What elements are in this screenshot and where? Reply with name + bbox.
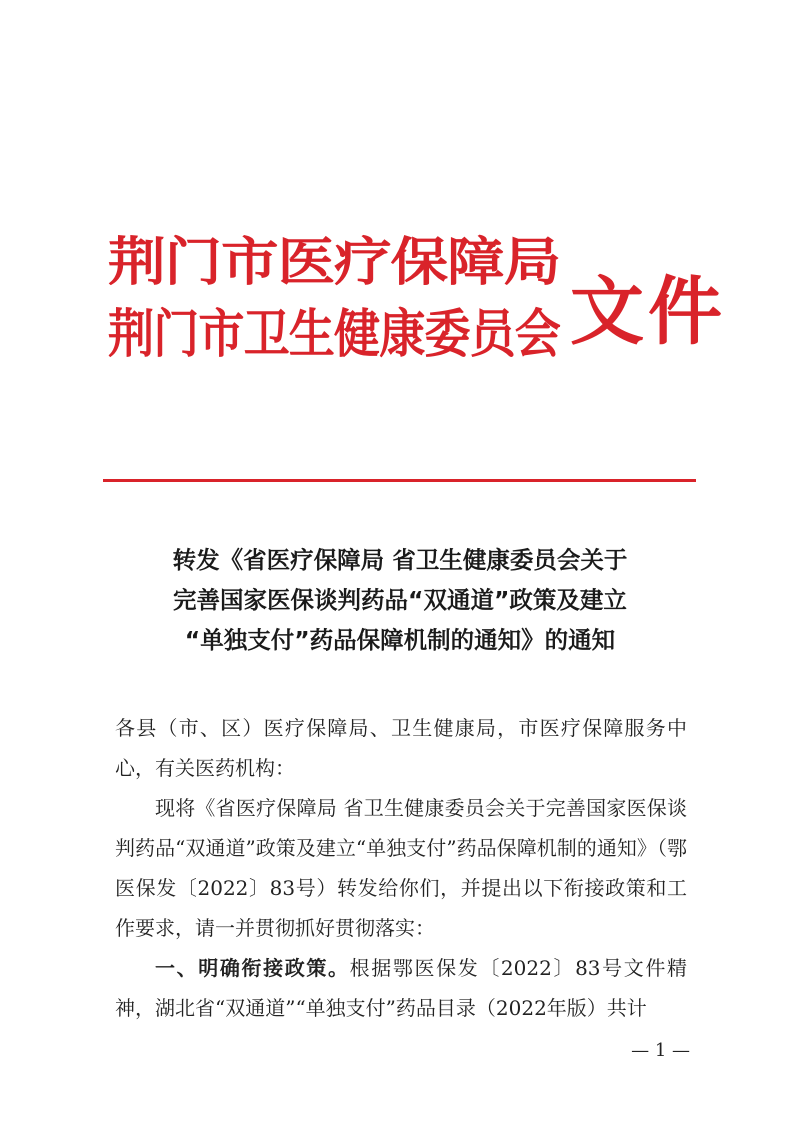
title-line: 完善国家医保谈判药品“双通道”政策及建立 <box>173 586 627 614</box>
document-type-label: 文件 <box>570 269 726 355</box>
intro-paragraph: 现将《省医疗保障局 省卫生健康委员会关于完善国家医保谈判药品“双通道”政策及建立“单独支付”药品保障机制的通知》（鄂医保发〔2022〕83号）转发给你们，并提出以下衔接政策和工作要求，请一并贯彻抓好贯彻落实： <box>115 796 687 940</box>
red-separator-line <box>103 479 696 482</box>
page-number: — 1 — <box>631 1040 690 1061</box>
document-body <box>115 708 687 1028</box>
section-1-paragraph <box>115 948 687 1028</box>
section-1-heading: 一、明确衔接政策。 <box>155 956 350 980</box>
section-1-text: 根据鄂医保发〔2022〕83号文件精神，湖北省“双通道”“单独支付”药品目录（2022年版）共计 <box>115 956 688 1020</box>
issuer-name-health-commission: 荆门市卫生健康委员会 <box>108 305 560 365</box>
document-header <box>108 232 726 382</box>
issuer-name-medical-security-bureau: 荆门市医疗保障局 <box>108 233 560 293</box>
addressee-paragraph: 各县（市、区）医疗保障局、卫生健康局，市医疗保障服务中心，有关医药机构： <box>115 716 687 780</box>
document-title <box>90 540 710 660</box>
title-line: “单独支付”药品保障机制的通知》的通知 <box>184 626 616 654</box>
title-line: 转发《省医疗保障局 省卫生健康委员会关于 <box>172 546 628 574</box>
